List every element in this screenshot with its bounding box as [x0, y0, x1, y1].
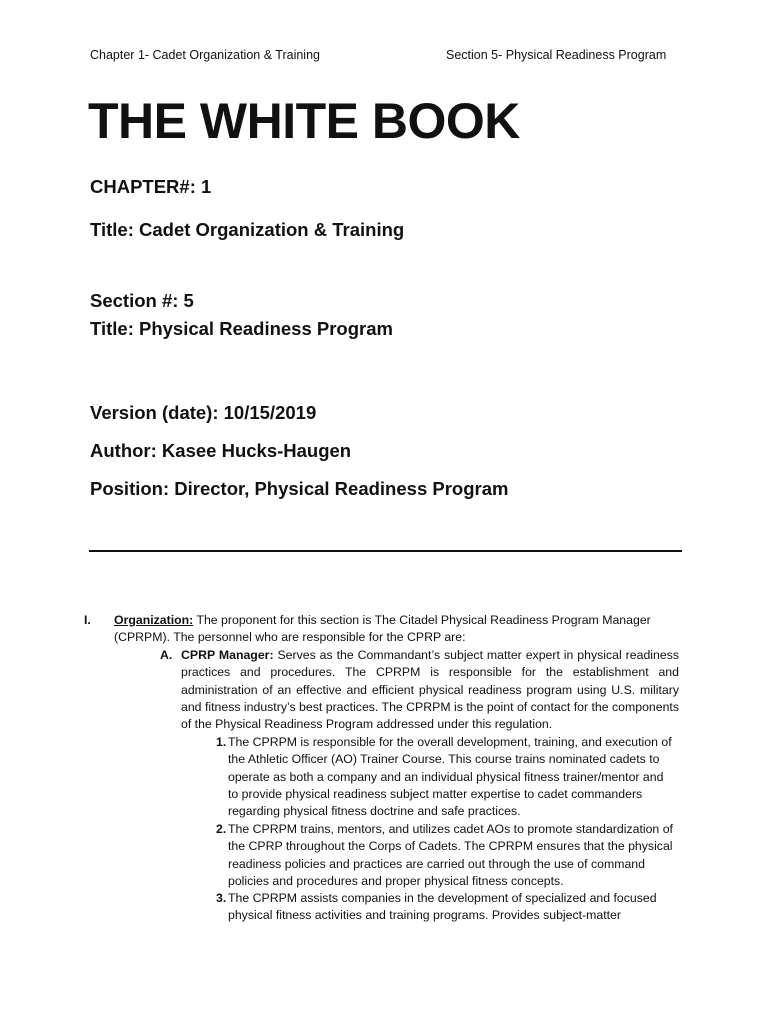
- position: Position: Director, Physical Readiness Program: [90, 478, 509, 499]
- version-date: Version (date): 10/15/2019: [90, 402, 317, 423]
- running-header-left: Chapter 1- Cadet Organization & Training: [90, 48, 320, 62]
- section-number: Section #: 5: [90, 290, 194, 311]
- cprp-manager-paragraph: [181, 647, 679, 733]
- organization-heading: Organization:: [114, 613, 194, 627]
- chapter-number: CHAPTER#: 1: [90, 176, 212, 197]
- organization-text: The proponent for this section is The Citadel Physical Readiness Program Manager (CPRPM). The personnel who are responsible for the CPRP are:: [114, 613, 651, 645]
- duty-2-paragraph: The CPRPM trains, mentors, and utilizes cadet AOs to promote standardization of the CPRP throughout the Corps of Cadets. The CPRPM ensures that the physical readiness policies and practices are carried out through the use of command policies and procedures and proper physical fitness concepts.: [228, 822, 673, 888]
- chapter-title: Title: Cadet Organization & Training: [90, 219, 405, 240]
- author: Author: Kasee Hucks-Haugen: [90, 440, 352, 461]
- list-marker-I: I.: [84, 613, 91, 627]
- cprp-manager-heading: CPRP Manager:: [181, 648, 274, 662]
- running-header-right: Section 5- Physical Readiness Program: [446, 48, 667, 62]
- section-title: Title: Physical Readiness Program: [90, 318, 393, 339]
- list-marker-3: 3.: [216, 891, 227, 905]
- duty-1-paragraph: The CPRPM is responsible for the overall development, training, and execution of the Athletic Officer (AO) Trainer Course. This course trains nominated cadets to operate as both a company and an individual physical fitness trainer/mentor and to provide physical readiness subject matter expertise to cadet commanders regarding physical fitness doctrine and safe practices.: [228, 735, 672, 819]
- list-marker-2: 2.: [216, 822, 227, 836]
- divider-rule: [89, 550, 682, 552]
- cprp-manager-text: Serves as the Commandant’s subject matter expert in physical readiness practices and procedures. The CPRPM is responsible for the establishment and administration of an effective and efficient physical readiness program using U.S. military and fitness industry’s best practices. The CPRPM is the point of contact for the components of the Physical Readiness Program addressed under this regulation.: [181, 648, 679, 732]
- list-marker-1: 1.: [216, 735, 227, 749]
- duty-3-paragraph: The CPRPM assists companies in the development of specialized and focused physical fitness activities and training programs. Provides subject-matter: [228, 891, 657, 923]
- list-marker-A: A.: [160, 648, 173, 662]
- organization-paragraph: [114, 612, 674, 647]
- document-title: THE WHITE BOOK: [88, 93, 520, 149]
